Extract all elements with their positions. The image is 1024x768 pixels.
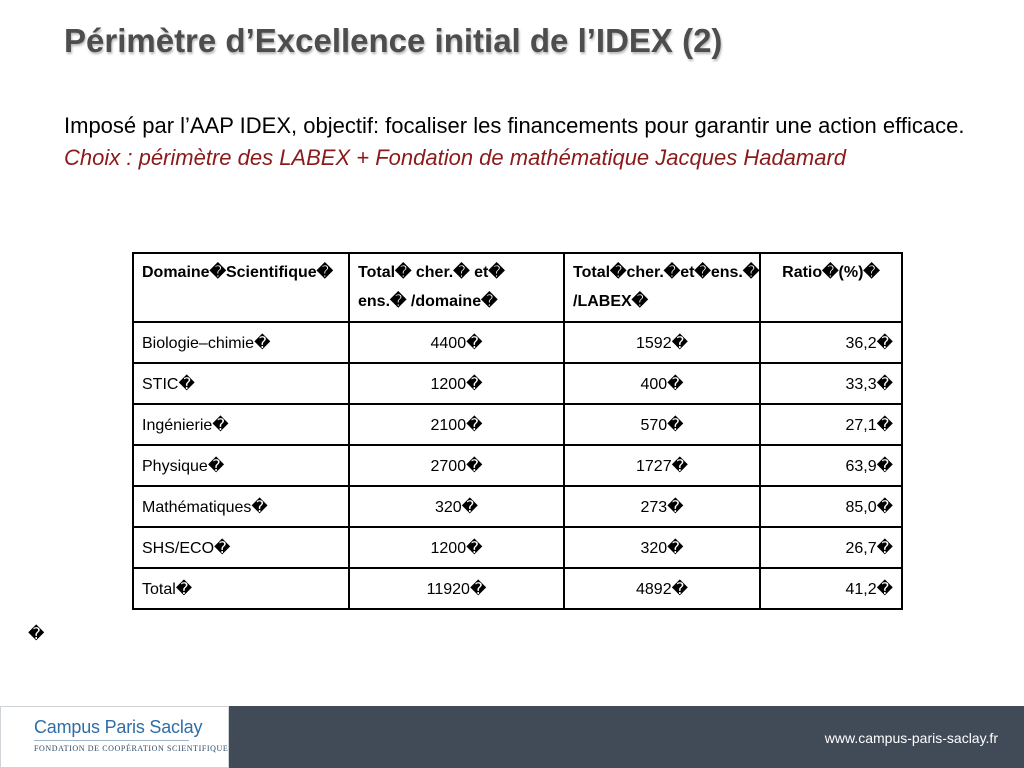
- cell-domain: Total�: [133, 568, 349, 609]
- cell-domain: Physique�: [133, 445, 349, 486]
- cell-ratio: 33,3�: [760, 363, 902, 404]
- cell-total-domain: 2100�: [349, 404, 564, 445]
- cell-total-domain: 1200�: [349, 363, 564, 404]
- header-total-labex: Total�cher.�et�ens.� /LABEX�: [564, 253, 760, 322]
- intro-text: [64, 110, 994, 174]
- intro-choice: Choix : périmètre des LABEX + Fondation de mathématique Jacques Hadamard: [64, 145, 847, 170]
- logo-divider: [34, 740, 189, 741]
- cell-domain: STIC�: [133, 363, 349, 404]
- cell-ratio: 36,2�: [760, 322, 902, 363]
- cell-domain: Biologie–chimie�: [133, 322, 349, 363]
- cell-total-labex: 400�: [564, 363, 760, 404]
- cell-total-domain: 2700�: [349, 445, 564, 486]
- slide-title: Périmètre d’Excellence initial de l’IDEX (2): [64, 22, 723, 59]
- table-row-total: [133, 568, 902, 609]
- header-domain: Domaine�Scientifique�: [133, 253, 349, 322]
- cell-total-labex: 4892�: [564, 568, 760, 609]
- cell-total-labex: 570�: [564, 404, 760, 445]
- table-row: [133, 404, 902, 445]
- cell-total-labex: 273�: [564, 486, 760, 527]
- campus-paris-saclay-logo: [0, 706, 229, 768]
- header-ratio: Ratio�(%)�: [760, 253, 902, 322]
- cell-ratio: 41,2�: [760, 568, 902, 609]
- cell-total-labex: 320�: [564, 527, 760, 568]
- cell-total-labex: 1727�: [564, 445, 760, 486]
- cell-ratio: 85,0�: [760, 486, 902, 527]
- logo-subtitle: FONDATION DE COOPÉRATION SCIENTIFIQUE: [34, 744, 229, 753]
- table-row: [133, 363, 902, 404]
- cell-total-domain: 1200�: [349, 527, 564, 568]
- cell-total-labex: 1592�: [564, 322, 760, 363]
- cell-total-domain: 11920�: [349, 568, 564, 609]
- table-row: [133, 527, 902, 568]
- website-url[interactable]: www.campus-paris-saclay.fr: [824, 730, 998, 746]
- cell-total-domain: 320�: [349, 486, 564, 527]
- cell-domain: Mathématiques�: [133, 486, 349, 527]
- stray-glyph: �: [28, 626, 45, 643]
- table-row: [133, 322, 902, 363]
- cell-total-domain: 4400�: [349, 322, 564, 363]
- table-row: [133, 486, 902, 527]
- cell-domain: SHS/ECO�: [133, 527, 349, 568]
- cell-domain: Ingénierie�: [133, 404, 349, 445]
- footer-bar: [0, 706, 1024, 768]
- cell-ratio: 63,9�: [760, 445, 902, 486]
- header-total-domain: Total� cher.� et� ens.� /domaine�: [349, 253, 564, 322]
- cell-ratio: 26,7�: [760, 527, 902, 568]
- cell-ratio: 27,1�: [760, 404, 902, 445]
- intro-objective: Imposé par l’AAP IDEX, objectif: focaliser les financements pour garantir une action efficace.: [64, 113, 965, 138]
- labex-ratio-table: [132, 252, 903, 610]
- table-row: [133, 445, 902, 486]
- table-header-row: [133, 253, 902, 322]
- logo-wordmark: Campus Paris Saclay: [34, 717, 203, 737]
